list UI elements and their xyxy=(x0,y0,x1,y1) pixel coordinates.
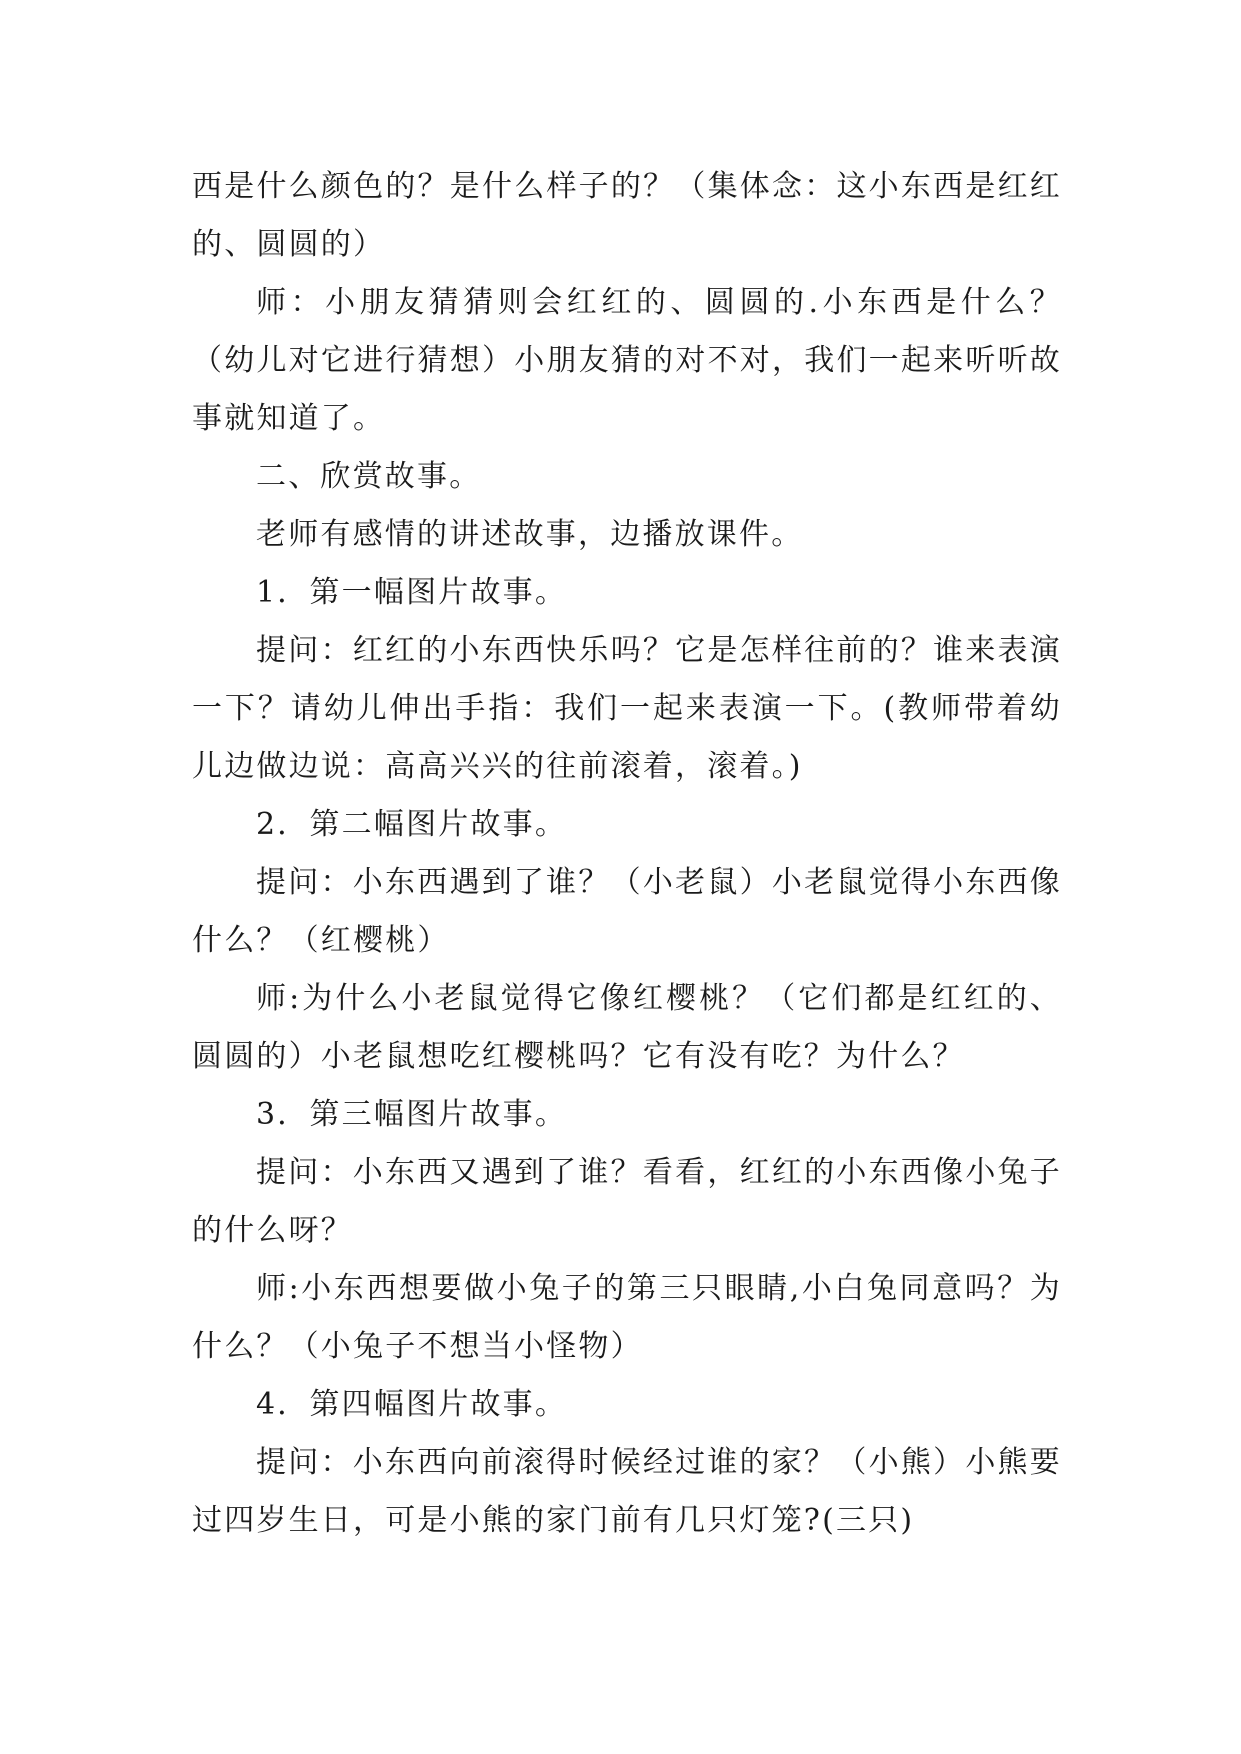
paragraph-8: 提问：小东西遇到了谁？（小老鼠）小老鼠觉得小东西像什么？（红樱桃） xyxy=(192,865,1062,958)
paragraph-1: 西是什么颜色的？是什么样子的？（集体念：这小东西是红红的、圆圆的） xyxy=(192,169,1062,262)
paragraph-2: 师：小朋友猜猜则会红红的、圆圆的.小东西是什么？（幼儿对它进行猜想）小朋友猜的对不对，我们一起来听听故事就知道了。 xyxy=(192,285,1062,436)
paragraph-4: 老师有感情的讲述故事，边播放课件。 xyxy=(256,517,804,552)
section-heading-appreciate-story: 二、欣赏故事。 xyxy=(256,459,482,494)
paragraph-11: 提问：小东西又遇到了谁？看看，红红的小东西像小兔子的什么呀？ xyxy=(192,1155,1062,1248)
document-body xyxy=(192,158,1062,1550)
paragraph-9: 师:为什么小老鼠觉得它像红樱桃？（它们都是红红的、圆圆的）小老鼠想吃红樱桃吗？它有没有吃？为什么？ xyxy=(192,981,1062,1074)
paragraph-14: 提问：小东西向前滚得时候经过谁的家？（小熊）小熊要过四岁生日，可是小熊的家门前有几只灯笼?(三只) xyxy=(192,1445,1062,1538)
list-item-heading-1: 1．第一幅图片故事。 xyxy=(256,575,568,610)
paragraph-6: 提问：红红的小东西快乐吗？它是怎样往前的？谁来表演一下？请幼儿伸出手指：我们一起来表演一下。(教师带着幼儿边做边说：高高兴兴的往前滚着，滚着。) xyxy=(192,633,1062,784)
paragraph-12: 师:小东西想要做小兔子的第三只眼睛,小白兔同意吗？为什么？（小兔子不想当小怪物） xyxy=(192,1271,1062,1364)
list-item-heading-4: 4．第四幅图片故事。 xyxy=(256,1387,568,1422)
list-item-heading-3: 3．第三幅图片故事。 xyxy=(256,1097,568,1132)
list-item-heading-2: 2．第二幅图片故事。 xyxy=(256,807,568,842)
